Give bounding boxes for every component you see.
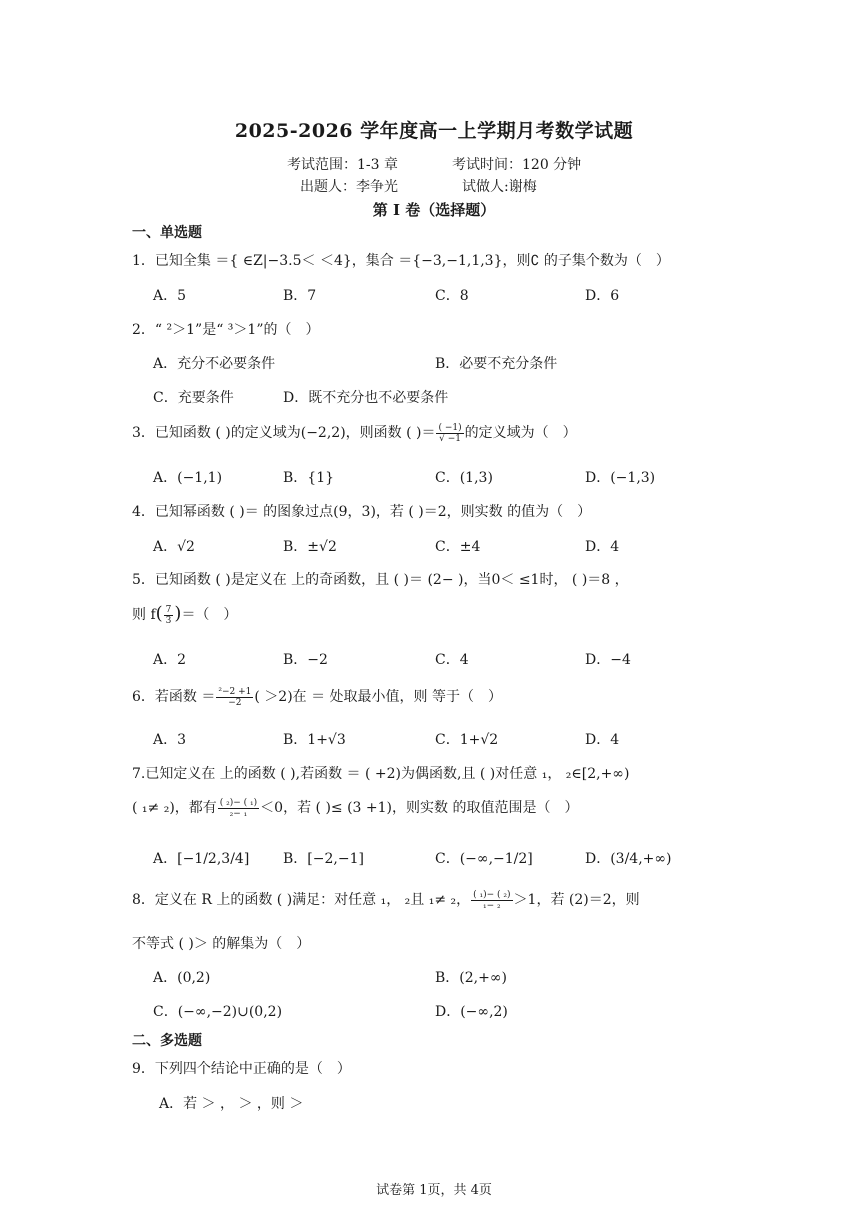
question-2-option-b: B．必要不充分条件 — [435, 356, 558, 372]
exam-scope: 考试范围：1-3 章 — [287, 157, 398, 173]
question-3-stem-part1: 3．已知函数 ( )的定义域为(−2,2)，则函数 ( )＝ — [132, 425, 436, 441]
question-3-option-b: B．{1} — [283, 470, 335, 486]
question-4-option-a: A．√2 — [153, 539, 195, 555]
question-7-stem-part1: ( ₁≠ ₂)，都有 — [132, 800, 217, 816]
question-6-option-d: D．4 — [585, 732, 620, 748]
question-4-option-c: C．±4 — [435, 539, 481, 555]
question-5-option-a: A．2 — [153, 652, 187, 668]
fraction-denominator: ₂− ₁ — [229, 808, 248, 819]
question-5-stem-line2: 则 f( $\frac{7}{3}$ )＝（ ） — [132, 603, 238, 626]
question-8-fraction — [471, 890, 512, 911]
exam-author: 出题人：李争光 — [300, 179, 398, 195]
question-6-option-c: C．1+√2 — [435, 732, 499, 748]
exam-time: 考试时间：120 分钟 — [452, 157, 582, 173]
question-5-option-d: D．−4 — [585, 652, 631, 668]
question-4-option-b: B．±√2 — [283, 539, 337, 555]
question-8-stem — [132, 889, 640, 911]
question-2-option-a: A．充分不必要条件 — [153, 356, 276, 372]
fraction-numerator: ( ₁)− ( ₂) — [473, 889, 511, 900]
question-1-option-a: A．5 — [153, 288, 187, 304]
fraction-numerator: ( ₂)− ( ₁) — [219, 797, 258, 808]
volume-heading: 第 I 卷（选择题） — [372, 201, 496, 219]
question-7-option-c: C．(−∞,−1/2] — [435, 851, 533, 867]
fraction-denominator: ₁− ₂ — [483, 900, 501, 911]
question-5-stem: 5．已知函数 ( )是定义在 上的奇函数，且 ( )＝ (2− )，当0＜ ≤1时， ( )＝8 ， — [132, 572, 629, 588]
page-title: 2025-2026 学年度高一上学期月考数学试题 — [234, 120, 634, 142]
question-7-option-d: D．(3/4,+∞) — [585, 851, 672, 867]
question-2-option-d: D．既不充分也不必要条件 — [283, 390, 449, 406]
fraction-denominator: −2 — [228, 697, 242, 708]
page-footer: 试卷第 1页，共 4页 — [376, 1183, 492, 1198]
fraction-denominator: 3 — [165, 615, 172, 626]
question-5-option-c: C．4 — [435, 652, 469, 668]
left-paren: ( — [155, 603, 163, 624]
fraction-denominator: √ −1 — [439, 433, 461, 444]
question-8-option-c: C．(−∞,−2)∪(0,2) — [153, 1004, 283, 1020]
question-7-stem: 7.已知定义在 上的函数 ( ),若函数 ＝ ( +2)为偶函数,且 ( )对任意 ₁， ₂∈[2,+∞) — [132, 766, 630, 782]
question-7-fraction — [218, 798, 259, 819]
question-9-stem: 9．下列四个结论中正确的是（ ） — [132, 1061, 351, 1077]
question-8-option-b: B．(2,+∞) — [435, 970, 507, 986]
question-2-stem: 2．“ ²＞1”是“ ³＞1”的（ ） — [132, 322, 320, 338]
fraction-numerator: ²−2 +1 — [218, 686, 252, 697]
question-5-stem-part2: ＝（ ） — [181, 607, 238, 623]
question-1-option-c: C．8 — [435, 288, 469, 304]
question-6-fraction — [216, 687, 253, 708]
question-7-option-b: B．[−2,−1] — [283, 851, 364, 867]
question-3-option-c: C．(1,3) — [435, 470, 493, 486]
question-6-stem-part2: ( ＞2)在 ＝ 处取最小值，则 等于（ ） — [254, 689, 503, 705]
question-3-stem — [132, 422, 577, 444]
question-6-option-a: A．3 — [153, 732, 187, 748]
question-4-stem: 4．已知幂函数 ( )＝ 的图象过点(9，3)，若 ( )＝2，则实数 的值为（ ） — [132, 504, 592, 520]
question-8-option-a: A．(0,2) — [153, 970, 211, 986]
right-paren: ) — [174, 603, 182, 624]
question-3-fraction — [436, 423, 463, 444]
question-5-stem-part1: 则 — [132, 607, 151, 623]
question-9-option-a: A．若 ＞ ， ＞ ，则 ＞ — [159, 1096, 304, 1112]
question-7-option-a: A．[−1/2,3/4] — [153, 851, 250, 867]
question-6-stem — [132, 686, 502, 708]
question-8-stem-part1: 8．定义在 R 上的函数 ( )满足：对任意 ₁， ₂且 ₁≠ ₂， — [132, 892, 471, 908]
question-4-option-d: D．4 — [585, 539, 620, 555]
fraction-numerator: 7 — [165, 604, 172, 615]
fraction-numerator: ( −1) — [438, 422, 462, 433]
question-3-option-d: D．(−1,3) — [585, 470, 656, 486]
question-5-option-b: B．−2 — [283, 652, 328, 668]
question-5-fraction — [164, 605, 174, 626]
question-3-stem-part2: 的定义域为（ ） — [464, 425, 577, 441]
question-6-stem-part1: 6．若函数 ＝ — [132, 689, 216, 705]
section-single-choice: 一、单选题 — [132, 225, 202, 241]
exam-tester: 试做人:谢梅 — [462, 179, 537, 195]
section-multi-choice: 二、多选题 — [132, 1033, 202, 1049]
question-1-option-d: D．6 — [585, 288, 620, 304]
question-7-stem-part2: ＜0，若 ( )≤ (3 +1)，则实数 的取值范围是（ ） — [260, 800, 579, 816]
question-1-stem: 1．已知全集 ＝{ ∈Z|−3.5＜ ＜4}，集合 ＝{−3,−1,1,3}，则∁ 的子集个数为（ ） — [132, 253, 670, 269]
question-8-option-d: D．(−∞,2) — [435, 1004, 508, 1020]
question-8-stem-part2: ＞1，若 (2)＝2，则 — [513, 892, 640, 908]
question-8-stem-line2: 不等式 ( )＞ 的解集为（ ） — [132, 936, 311, 952]
question-1-option-b: B．7 — [283, 288, 317, 304]
question-6-option-b: B．1+√3 — [283, 732, 346, 748]
question-3-option-a: A．(−1,1) — [153, 470, 223, 486]
question-7-stem-line2 — [132, 797, 578, 819]
question-2-option-c: C．充要条件 — [153, 390, 234, 406]
